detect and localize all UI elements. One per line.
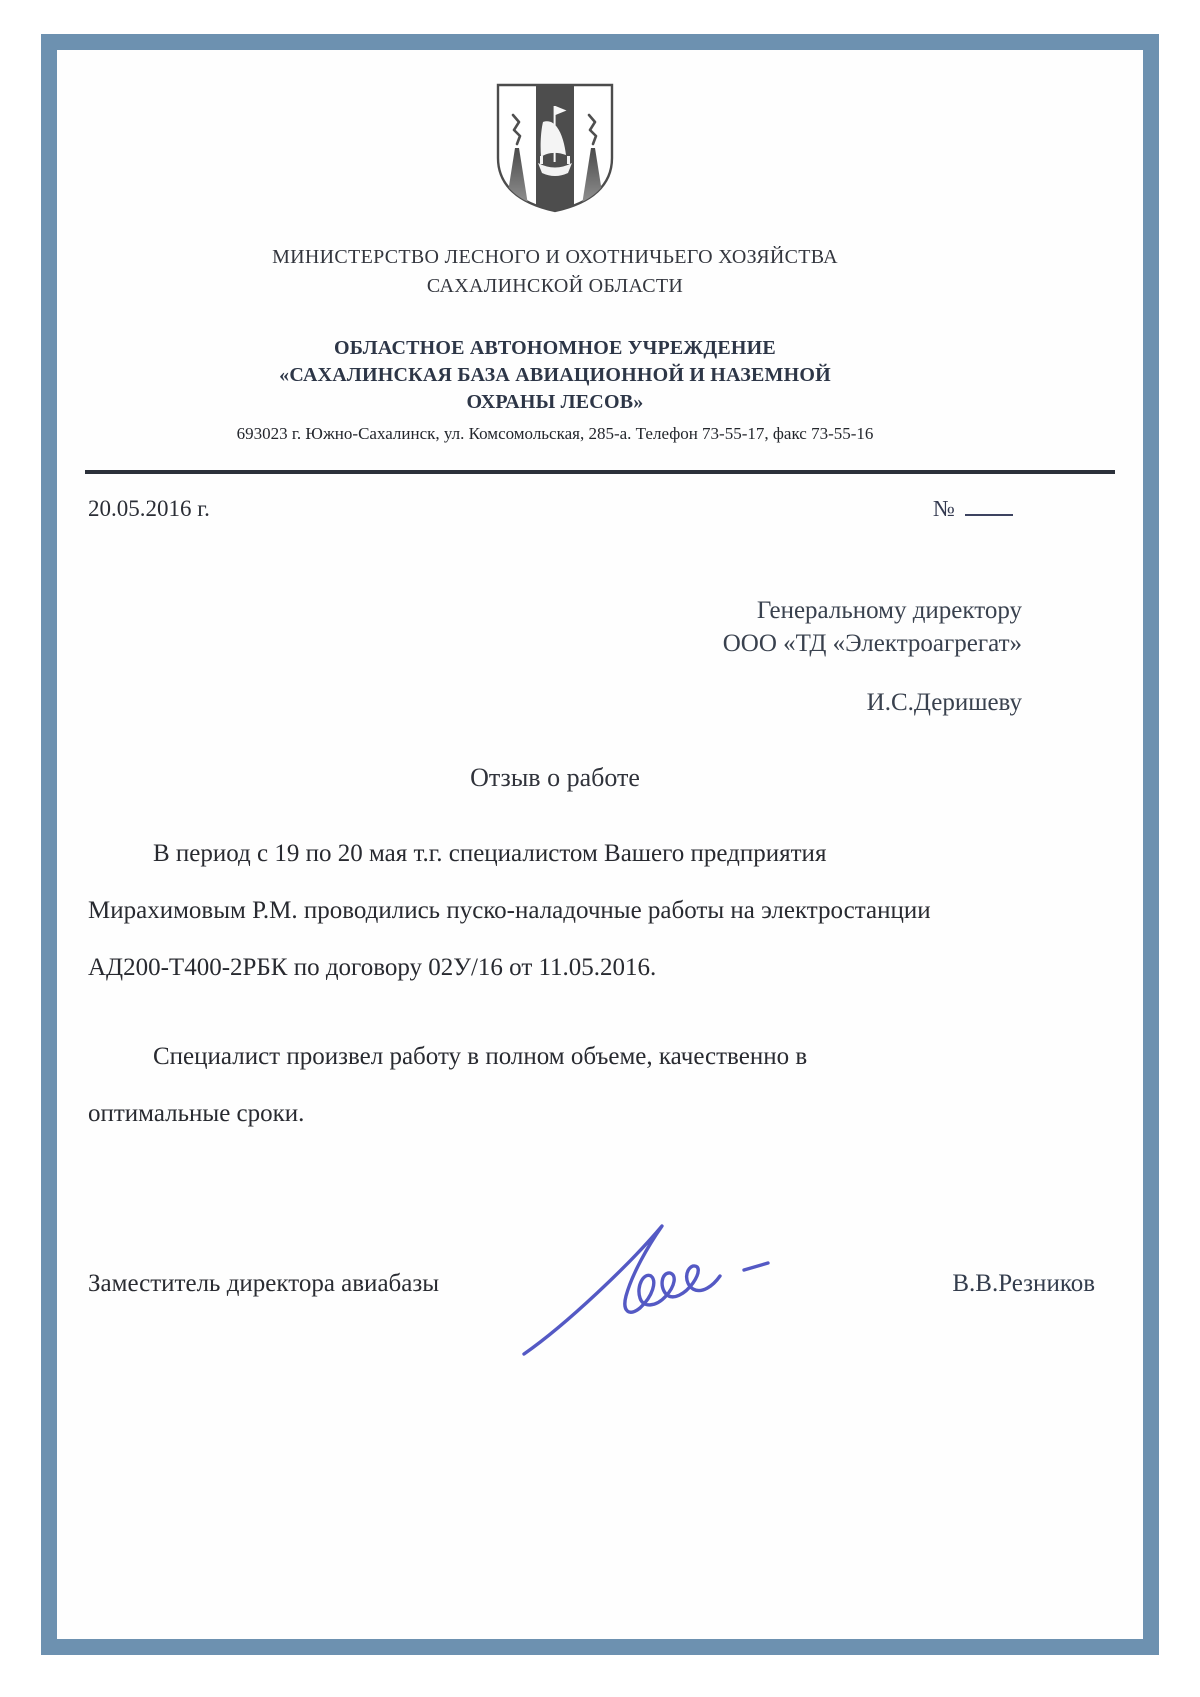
addressee-block (57, 594, 1022, 719)
number-blank-line (965, 498, 1013, 516)
signoff-name: В.В.Резников (952, 1270, 1095, 1297)
addressee-name: И.С.Деришеву (866, 689, 1022, 716)
body-paragraph-2 (88, 1028, 1115, 1142)
coat-of-arms-icon (491, 80, 619, 216)
number-label: № (933, 496, 955, 521)
ministry-line-1: МИНИСТЕРСТВО ЛЕСНОГО И ОХОТНИЧЬЕГО ХОЗЯЙСТВА (272, 246, 838, 268)
letter-content (57, 50, 1143, 1639)
signoff-row (57, 1142, 1143, 1342)
organization-name (57, 335, 1053, 416)
organization-line-2: «САХАЛИНСКАЯ БАЗА АВИАЦИОННОЙ И НАЗЕМНОЙ (279, 364, 831, 386)
paragraph-line: Специалист произвел работу в полном объеме, качественно в (153, 1043, 808, 1070)
document-title: Отзыв о работе (470, 763, 640, 792)
handwritten-signature (512, 1212, 832, 1362)
paragraph-line: Мирахимовым Р.М. проводились пуско-наладочные работы на электростанции (88, 897, 931, 924)
signoff-position: Заместитель директора авиабазы (88, 1270, 440, 1297)
body-paragraph-1 (88, 825, 1115, 996)
header-divider-rule (85, 470, 1115, 474)
letter-number (933, 496, 1013, 522)
paragraph-line: оптимальные сроки. (88, 1100, 305, 1127)
ministry-name (57, 243, 1053, 301)
addressee-company: ООО «ТД «Электроагрегат» (722, 630, 1022, 657)
paragraph-line: В период с 19 по 20 мая т.г. специалистом Вашего предприятия (153, 840, 827, 867)
page-border-frame (41, 34, 1159, 1655)
emblem-block (57, 80, 1053, 221)
addressee-position: Генеральному директору (756, 597, 1022, 624)
organization-line-3: ОХРАНЫ ЛЕСОВ» (466, 391, 644, 413)
requisites-row (88, 496, 1013, 522)
organization-line-1: ОБЛАСТНОЕ АВТОНОМНОЕ УЧРЕЖДЕНИЕ (334, 337, 776, 359)
letter-date: 20.05.2016 г. (88, 496, 210, 521)
organization-address: 693023 г. Южно-Сахалинск, ул. Комсомольская, 285-а. Телефон 73-55-17, факс 73-55-16 (236, 424, 874, 443)
paragraph-line: АД200-Т400-2РБК по договору 02У/16 от 11.05.2016. (88, 954, 657, 981)
ministry-line-2: САХАЛИНСКОЙ ОБЛАСТИ (426, 275, 684, 297)
